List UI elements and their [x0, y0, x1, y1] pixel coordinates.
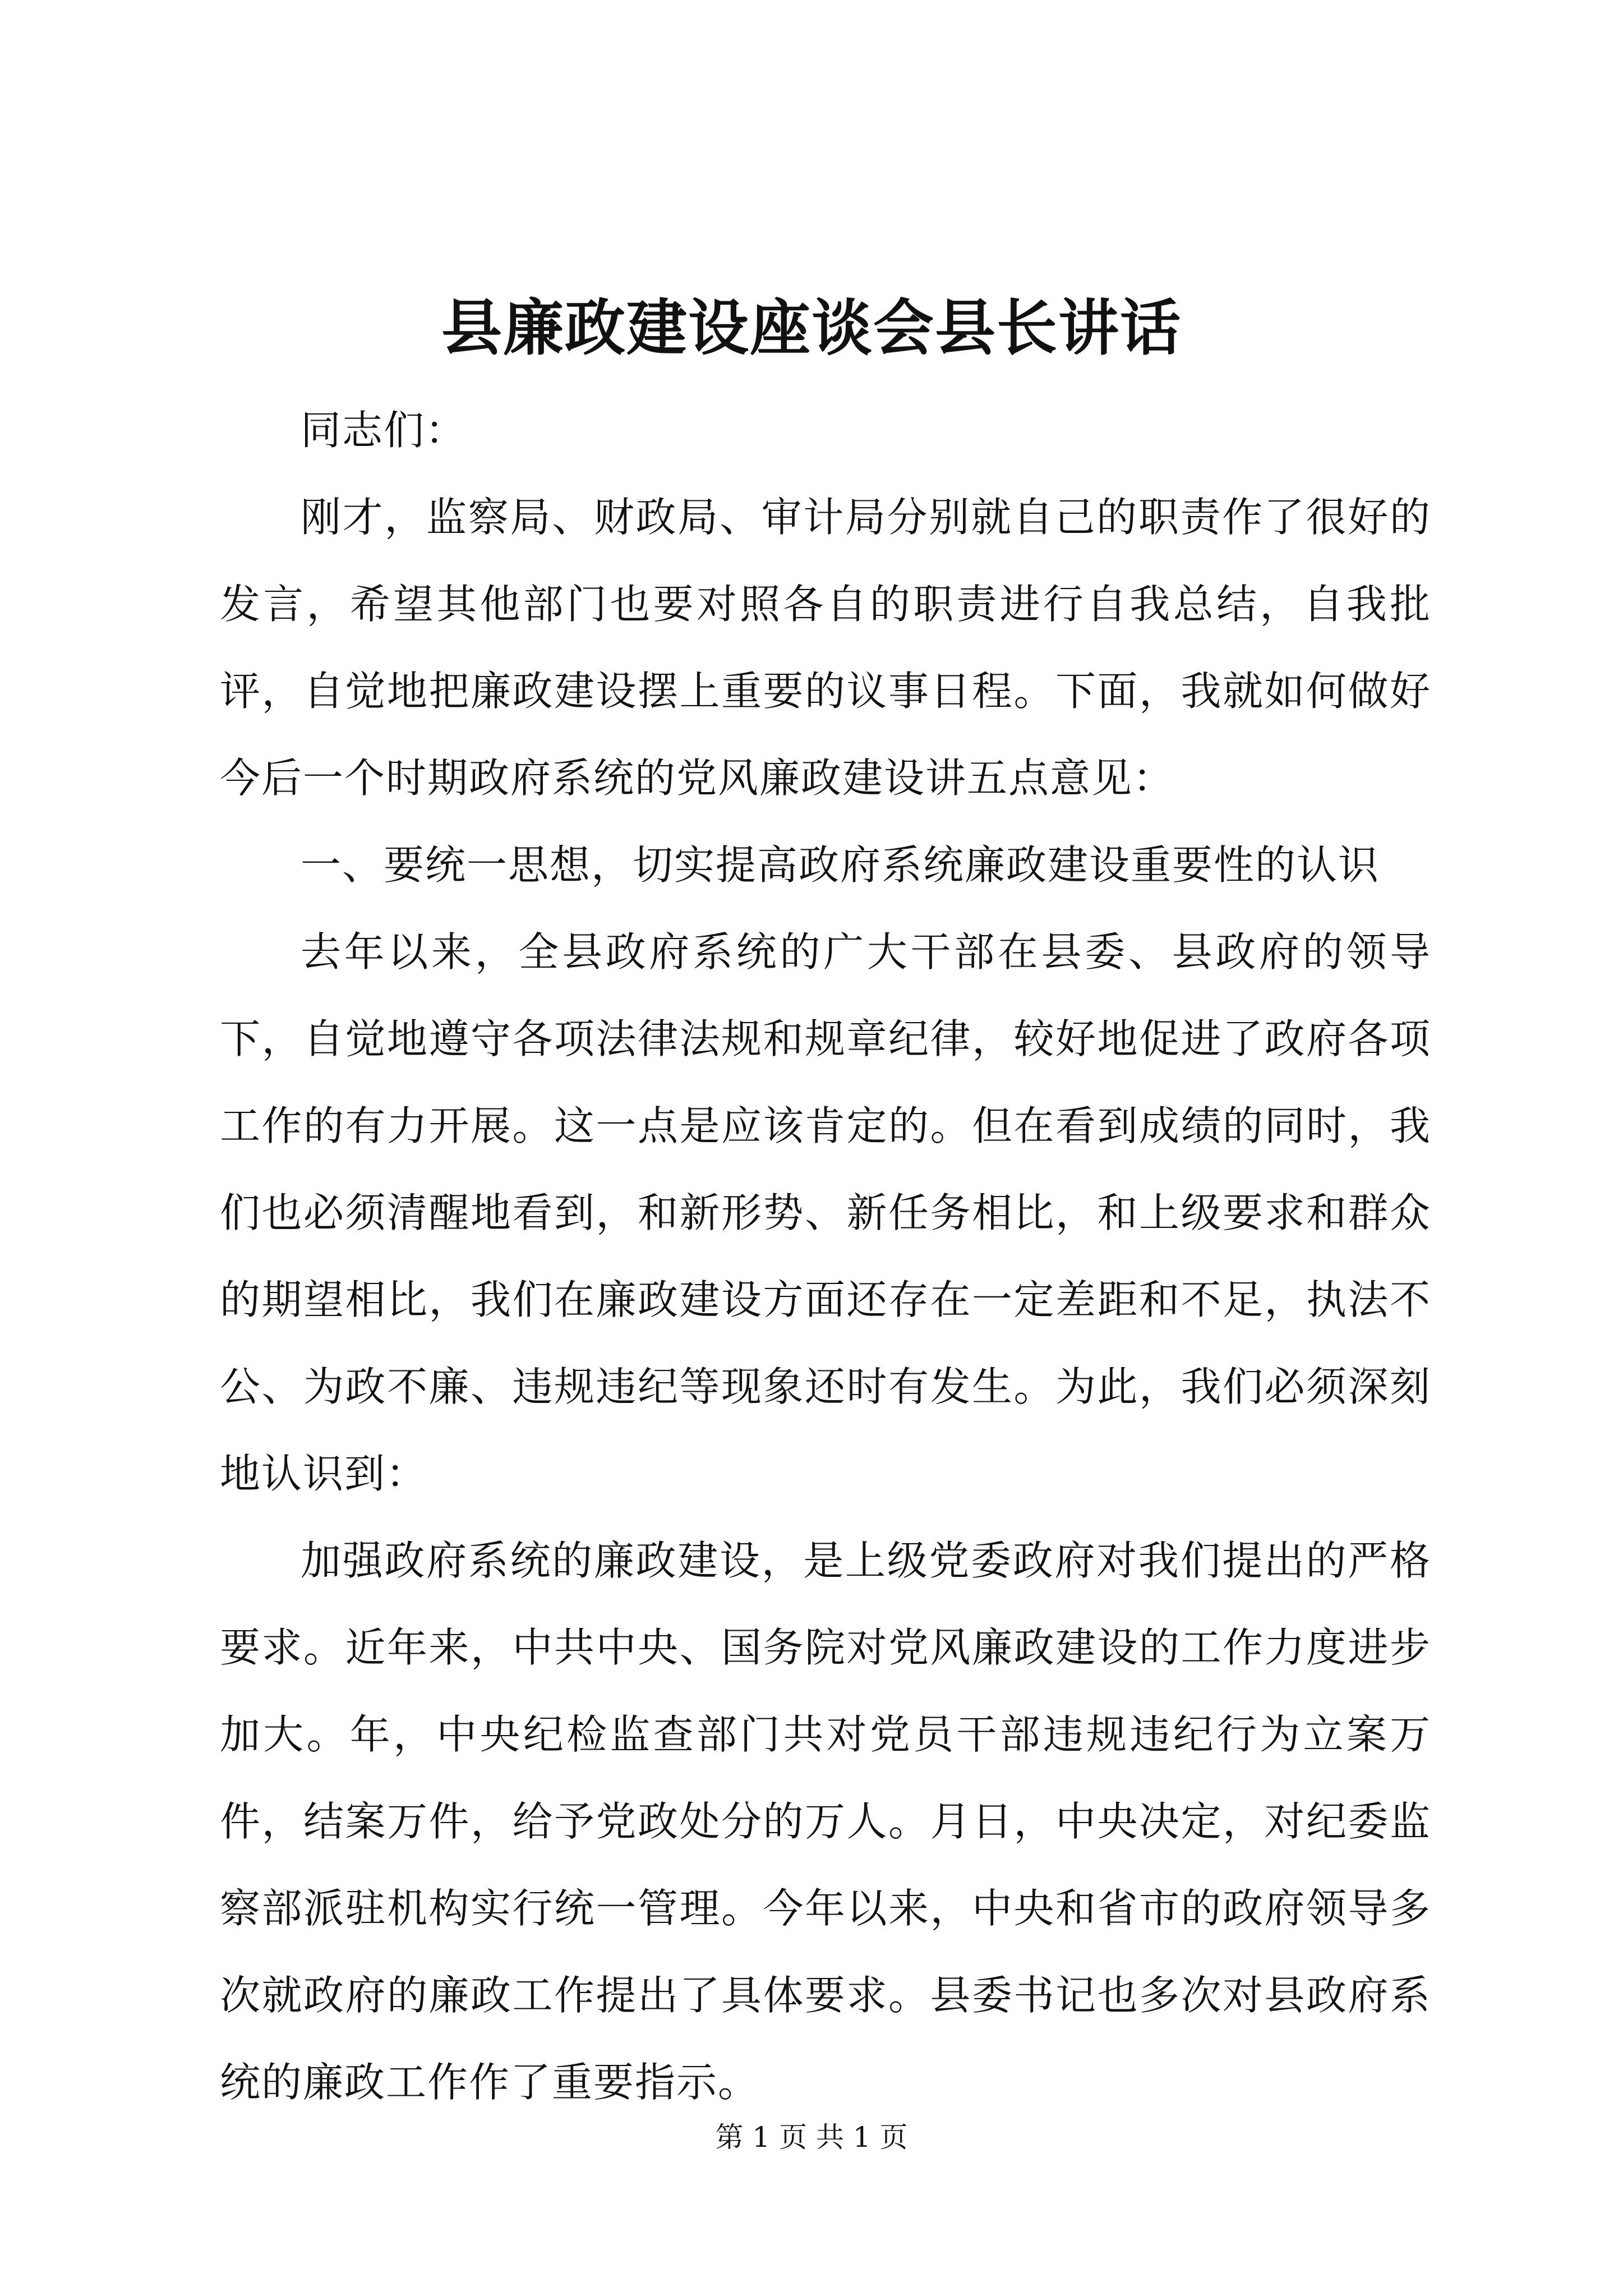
paragraph-greeting: 同志们：	[301, 407, 467, 454]
document-body	[220, 387, 1431, 2126]
document-title: 县廉政建设座谈会县长讲话	[441, 293, 1182, 364]
paragraph-intro: 刚才，监察局、财政局、审计局分别就自己的职责作了很好的发言，希望其他部门也要对照各自的职责进行自我总结，自我批评，自觉地把廉政建设摆上重要的议事日程。下面，我就如何做好今后一个时期政府系统的党风廉政建设讲五点意见：	[220, 494, 1431, 802]
paragraph-achievements: 去年以来，全县政府系统的广大干部在县委、县政府的领导下，自觉地遵守各项法律法规和规章纪律，较好地促进了政府各项工作的有力开展。这一点是应该肯定的。但在看到成绩的同时，我们也必须清醒地看到，和新形势、新任务相比，和上级要求和群众的期望相比，我们在廉政建设方面还存在一定差距和不足，执法不公、为政不廉、违规违纪等现象还时有发生。为此，我们必须深刻地认识到：	[220, 928, 1431, 1497]
paragraph-requirements: 加强政府系统的廉政建设，是上级党委政府对我们提出的严格要求。近年来，中共中央、国务院对党风廉政建设的工作力度进步加大。年，中央纪检监查部门共对党员干部违规违纪行为立案万件，结案万件，给予党政处分的万人。月日，中央决定，对纪委监察部派驻机构实行统一管理。今年以来，中央和省市的政府领导多次就政府的廉政工作提出了具体要求。县委书记也多次对县政府系统的廉政工作作了重要指示。	[220, 1537, 1431, 2106]
page-number-footer: 第 1 页 共 1 页	[715, 2121, 908, 2154]
section-heading-1: 一、要统一思想，切实提高政府系统廉政建设重要性的认识	[301, 841, 1380, 889]
